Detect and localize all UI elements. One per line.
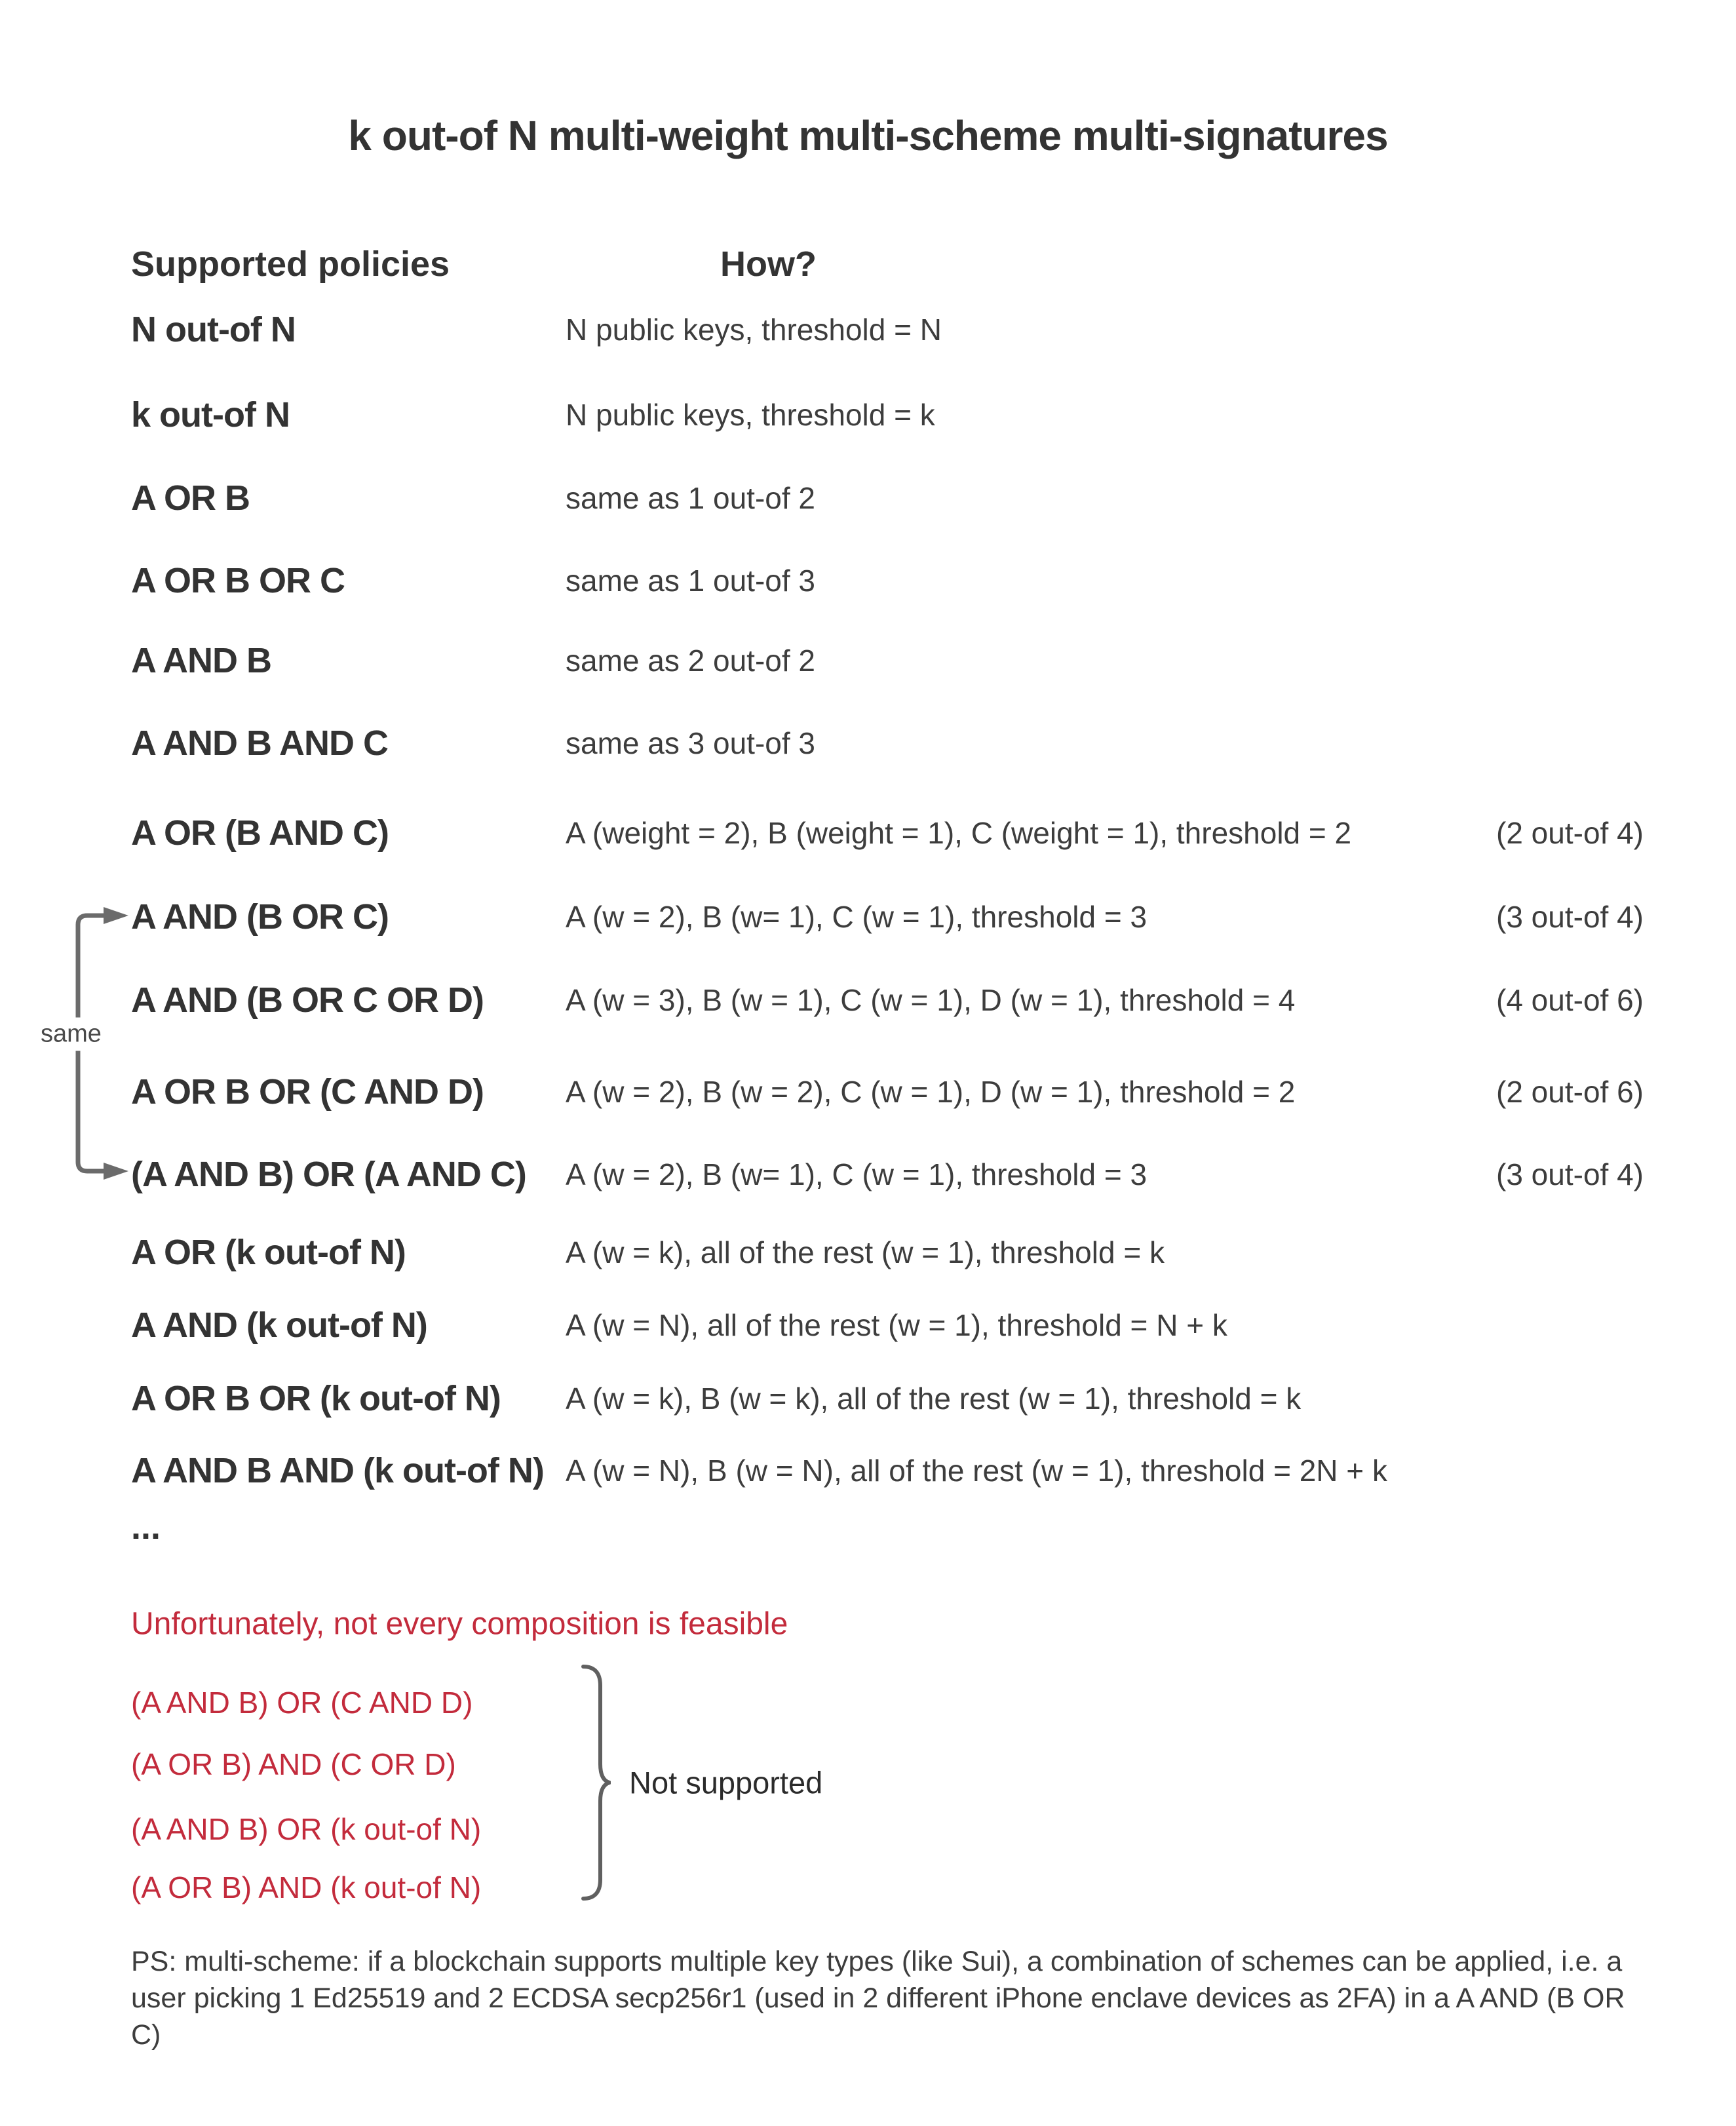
infeasible-item: (A AND B) OR (k out-of N): [131, 1812, 482, 1846]
same-label: same: [41, 1018, 106, 1051]
how-cell: A (w = 2), B (w= 1), C (w = 1), threshold = 3: [566, 1157, 1148, 1191]
how-cell: same as 1 out-of 2: [566, 481, 815, 515]
policy-cell: A AND (B OR C): [131, 897, 389, 937]
how-cell: N public keys, threshold = N: [566, 313, 942, 347]
how-cell: A (w = k), B (w = k), all of the rest (w = 1), threshold = k: [566, 1382, 1302, 1416]
how-cell: same as 2 out-of 2: [566, 644, 815, 678]
arrowhead-top-icon: [104, 907, 128, 924]
page-title: k out-of N multi-weight multi-scheme multi-signatures: [348, 112, 1388, 159]
note-cell: (3 out-of 4): [1496, 900, 1644, 934]
policy-cell: A OR B OR (C AND D): [131, 1072, 484, 1111]
note-cell: (4 out-of 6): [1496, 983, 1644, 1017]
infeasible-item: (A OR B) AND (C OR D): [131, 1747, 456, 1781]
infeasible-item: (A AND B) OR (C AND D): [131, 1686, 473, 1720]
policy-cell: A OR B OR (k out-of N): [131, 1379, 501, 1418]
column-header-how: How?: [720, 244, 817, 284]
how-cell: A (w = 2), B (w= 1), C (w = 1), threshold = 3: [566, 900, 1148, 934]
column-header-supported-policies: Supported policies: [131, 244, 450, 284]
how-cell: A (w = 2), B (w = 2), C (w = 1), D (w = 1), threshold = 2: [566, 1075, 1296, 1109]
policy-cell: A AND B: [131, 641, 271, 680]
policy-cell: A AND B AND (k out-of N): [131, 1451, 544, 1490]
how-cell: A (w = k), all of the rest (w = 1), threshold = k: [566, 1235, 1165, 1269]
infeasible-item: (A OR B) AND (k out-of N): [131, 1870, 482, 1904]
policy-cell: A OR B OR C: [131, 561, 345, 600]
ps-note: PS: multi-scheme: if a blockchain supports multiple key types (like Sui), a combination of schemes can be applied, i.e. a user picking 1 Ed25519 and 2 ECDSA secp256r1 (used in 2 different iPhone enclave devices as 2FA) in a A AND (B OR C): [131, 1946, 1625, 2051]
how-cell: A (weight = 2), B (weight = 1), C (weight = 1), threshold = 2: [566, 816, 1352, 850]
how-cell: same as 3 out-of 3: [566, 726, 815, 760]
how-cell: N public keys, threshold = k: [566, 398, 935, 432]
arrowhead-bottom-icon: [104, 1163, 128, 1180]
policy-cell: N out-of N: [131, 310, 296, 349]
note-cell: (2 out-of 6): [1496, 1075, 1644, 1109]
infeasible-heading: Unfortunately, not every composition is feasible: [131, 1606, 788, 1642]
not-supported-label: Not supported: [629, 1765, 823, 1800]
how-cell: A (w = 3), B (w = 1), C (w = 1), D (w = 1), threshold = 4: [566, 983, 1296, 1017]
policy-cell: A OR (B AND C): [131, 813, 389, 853]
how-cell: A (w = N), B (w = N), all of the rest (w = 1), threshold = 2N + k: [566, 1454, 1387, 1488]
policy-cell: (A AND B) OR (A AND C): [131, 1155, 526, 1194]
policy-cell: A AND B AND C: [131, 724, 388, 763]
policy-cell: A AND (k out-of N): [131, 1305, 427, 1345]
table-ellipsis: ...: [131, 1507, 161, 1547]
how-cell: A (w = N), all of the rest (w = 1), threshold = N + k: [566, 1308, 1227, 1342]
how-cell: same as 1 out-of 3: [566, 564, 815, 598]
note-cell: (2 out-of 4): [1496, 816, 1644, 850]
policy-cell: k out-of N: [131, 395, 290, 435]
policy-cell: A OR (k out-of N): [131, 1233, 406, 1272]
note-cell: (3 out-of 4): [1496, 1157, 1644, 1191]
policy-cell: A OR B: [131, 478, 250, 518]
curly-brace-icon: [579, 1665, 611, 1901]
policy-cell: A AND (B OR C OR D): [131, 980, 484, 1020]
